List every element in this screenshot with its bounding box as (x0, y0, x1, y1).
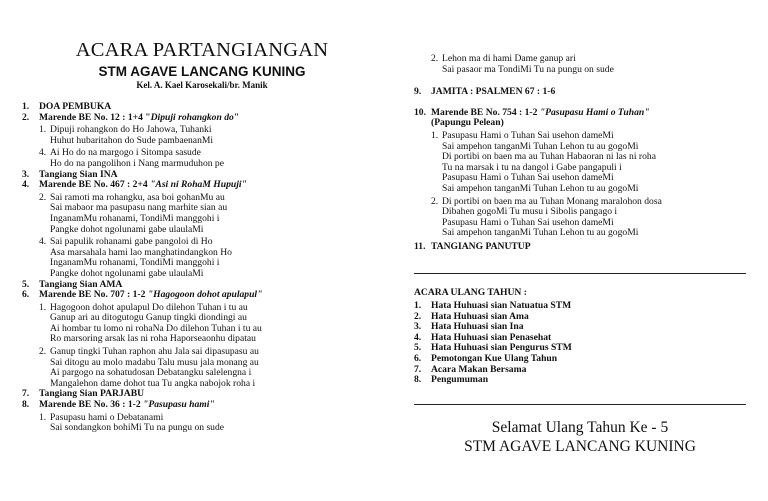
hymn-title: "Hagogoon dohot apulapul" (147, 289, 263, 301)
item-label: Marende BE No. 12 : 1+4 " (39, 111, 151, 123)
verse-line: Sai ampehon tanganMi Tuhan Lehon tu au gogoMi (442, 140, 639, 152)
item-label: Marende BE No. 707 : 1-2 (39, 289, 148, 301)
verse-number: 1. (39, 301, 47, 313)
program-item (22, 180, 382, 191)
verse-number: 1. (39, 124, 47, 136)
item-note: (Papungu Pelean) (431, 117, 504, 129)
verse-line: Lehon ma di hami Dame ganup ari (442, 53, 576, 64)
verse-line: Dipuji rohangkon do Ho Jahowa, Tuhanki (50, 124, 212, 136)
verse-line: Ai hombar tu lomo ni rohaNa Do dilehon Tuhan i tu au (50, 322, 262, 334)
hymn-title: "Pasupasu hami" (143, 399, 215, 411)
item-number: 7. (414, 363, 422, 375)
item-label: Marende BE No. 754 : 1-2 (431, 106, 540, 118)
verse-line: Sai ampehon tanganMi Tuhan Lehon tu au gogoMi (442, 182, 639, 194)
program-item (414, 87, 746, 98)
hymn-title: Dipuji rohangkon do (150, 111, 234, 123)
verse-number: 2. (431, 53, 439, 64)
verse (22, 413, 382, 434)
item-label: Pemotongan Kue Ulang Tahun (431, 352, 558, 364)
item-number: 7. (22, 388, 30, 400)
verse-line: Sai mabaor ma pasupasu nang marhite sian au (50, 202, 228, 214)
item-number: 4. (414, 331, 422, 343)
program-item (414, 242, 746, 253)
verse (414, 54, 746, 75)
item-number: 5. (414, 342, 422, 354)
verse-line: Tu na marsak i tu na dangol i Gabe pangapuli i (442, 161, 622, 173)
item-label: DOA PEMBUKA (39, 101, 112, 112)
item-number: 2. (414, 310, 422, 322)
item-label: Pengumuman (431, 374, 489, 386)
program-item (414, 108, 746, 129)
section-divider (414, 273, 746, 274)
item-label: JAMITA : PSALMEN 67 : 1-6 (431, 86, 556, 98)
item-label: Marende BE No. 36 : 1-2 (39, 399, 144, 411)
verse-line: Dibahen gogoMi Tu musu i Sibolis pangago i (442, 206, 618, 218)
verse-line: Sai ampehon tanganMi Tuhan Lehon tu au gogoMi (442, 227, 639, 239)
author-line: Kel. A. Kael Karosekali/br. Manik (136, 80, 268, 90)
verse-line: Pasupasu Hami o Tuhan Sai usehon dameMi (442, 216, 614, 228)
greeting (414, 418, 746, 456)
hymn-title: "Pasupasu Hami o Tuhan" (539, 106, 650, 118)
verse (22, 303, 382, 345)
anniversary-section (414, 287, 746, 386)
verse-line: InganamMu rohanami, TondiMi manggohi i (50, 212, 220, 224)
verse-number: 1. (431, 129, 439, 141)
verse-line: Pasupasu hami o Debatanami (50, 411, 164, 423)
item-number: 4. (22, 179, 30, 191)
item-label: Tangiang Sian AMA (39, 278, 123, 290)
item-label: Tangiang Sian PARJABU (39, 388, 145, 400)
right-column (414, 0, 746, 253)
verse-line: Sai sondangkon bohiMi Tu na pungu on sude (50, 422, 225, 434)
program-item (22, 290, 382, 301)
verse-line: Ganup ari au ditogutogu Ganup tingki diondingi au (50, 312, 247, 324)
item-number: 5. (22, 278, 30, 290)
verse-line: Hagogoon dohot apulapul Do dilehon Tuhan i tu au (50, 301, 248, 313)
item-label: Marende BE No. 467 : 2+4 (39, 179, 151, 191)
item-number: 2. (22, 111, 30, 123)
verse-number: 2. (431, 195, 439, 207)
item-number: 6. (414, 352, 422, 364)
verse (22, 193, 382, 235)
verse-line: Ai pargogo na sohatudosan Debatangku salelengna i (50, 367, 252, 379)
verse (22, 237, 382, 279)
anniversary-list (414, 301, 746, 386)
verse-line: Huhut hubaritahon do Sude pambaenanMi (50, 134, 214, 146)
item-label: Hata Huhuasi sian Ama (431, 310, 529, 322)
verse-line: Ganup tingki Tuhan raphon ahu Jala sai dipasupasu au (50, 346, 259, 358)
program-item (22, 400, 382, 411)
program-item (22, 113, 382, 124)
item-number: 1. (414, 300, 422, 311)
verse-line: Sai ditogu au molo madabu Talu musu jala monang au (50, 356, 259, 368)
verse-line: Sai pasaor ma TondiMi Tu na pungu on sude (442, 63, 614, 75)
verse-line: Pangke dohot ngolunami gabe ulaulaMi (50, 223, 204, 235)
item-label: Hata Huhuasi sian Natuatua STM (431, 300, 572, 311)
left-column (22, 0, 382, 434)
hymn-title: "Asi ni RohaM Hupuji" (150, 179, 247, 191)
verse (22, 148, 382, 169)
item-label: Tangiang Sian INA (39, 168, 118, 180)
verse-number: 2. (39, 346, 47, 358)
verse-line: Di portibi on baen ma au Tuhan Habaoran ni las ni roha (442, 151, 656, 163)
program-list-continued (414, 87, 746, 252)
item-number: 3. (414, 321, 422, 333)
verse-number: 4. (39, 147, 47, 159)
page-subtitle: STM AGAVE LANCANG KUNING (98, 64, 306, 79)
item-number: 6. (22, 289, 30, 301)
verse-line: Ai Ho do na margogo i Sitompa sasude (50, 147, 201, 159)
item-number: 8. (22, 399, 30, 411)
item-number: 1. (22, 101, 30, 112)
verse (414, 131, 746, 195)
page-title: ACARA PARTANGIANGAN (75, 39, 329, 61)
item-label-tail: " (233, 111, 240, 123)
item-number: 9. (414, 86, 422, 98)
verse-line: Pasupasu Hami o Tuhan Sai usehon dameMi (442, 129, 614, 141)
item-number: 3. (22, 168, 30, 180)
verse-line: Mangalehon dame dohot tua Tu angka nabojok roha i (50, 377, 256, 389)
verse-line: Asa marsahala hami lao manghatindangkon Ho (50, 246, 232, 258)
item-label: Acara Makan Bersama (431, 363, 527, 375)
item-number: 11. (414, 240, 426, 252)
verse-line: Sai ramoti ma rohangku, asa boi gohanMu au (50, 191, 225, 203)
verse-number: 2. (39, 191, 47, 203)
item-label: Hata Huhuasi sian Ina (431, 321, 524, 333)
verse-line: Ho do na pangolihon i Nang marmuduhon pe (50, 157, 224, 169)
verse-number: 1. (39, 411, 47, 423)
verse (414, 197, 746, 239)
verse (22, 347, 382, 389)
item-label: Hata Huhuasi sian Pengurus STM (431, 342, 572, 354)
greeting-line-1: Selamat Ulang Tahun Ke - 5 (491, 419, 669, 436)
program-list (22, 102, 382, 434)
anniversary-item (414, 375, 746, 386)
verse-line: Sai papulik rohanami gabe pangoloi di Ho (50, 236, 213, 248)
verse-line: InganamMu rohanami, TondiMi manggohi i (50, 257, 220, 269)
verse-line: Pangke dohot ngolunami gabe ulaulaMi (50, 267, 204, 279)
item-number: 10. (414, 106, 426, 118)
verse-line: Di portibi on baen ma au Tuhan Monang maralohon dosa (442, 195, 662, 207)
verse (22, 125, 382, 146)
section-divider-2 (414, 404, 746, 405)
verse-line: Pasupasu Hami o Tuhan Sai usehon dameMi (442, 172, 614, 184)
verse-number: 4. (39, 236, 47, 248)
greeting-line-2: STM AGAVE LANCANG KUNING (464, 438, 696, 455)
anniversary-title: ACARA ULANG TAHUN : (414, 287, 527, 298)
continued-verse (414, 54, 746, 75)
item-label: Hata Huhuasi sian Penasehat (431, 331, 552, 343)
verse-line: Ro marsoring arsak las ni roha Haporseaonhu dipatau (50, 333, 256, 345)
item-label: TANGIANG PANUTUP (431, 240, 531, 252)
item-number: 8. (414, 374, 422, 386)
